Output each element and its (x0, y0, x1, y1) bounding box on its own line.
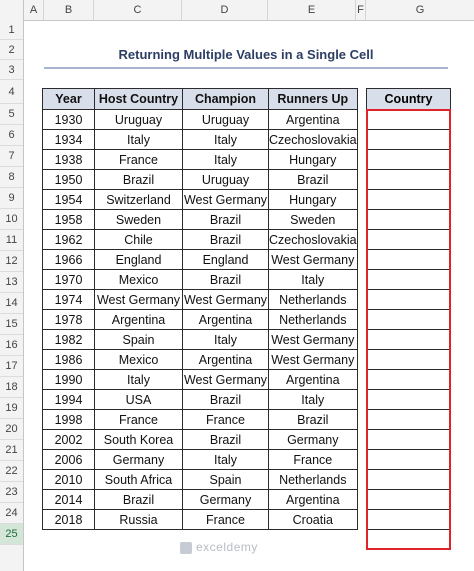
cell-year[interactable]: 1998 (43, 410, 95, 430)
cell-year[interactable]: 1962 (43, 230, 95, 250)
cell-host-country[interactable]: Germany (95, 450, 183, 470)
cell-country[interactable] (367, 130, 451, 150)
country-row (367, 110, 451, 130)
cell-country[interactable] (367, 390, 451, 410)
cell-champion[interactable]: Brazil (183, 390, 269, 410)
column-header-f[interactable]: F (356, 0, 366, 20)
cell-host-country[interactable]: South Africa (95, 470, 183, 490)
cell-year[interactable]: 1938 (43, 150, 95, 170)
column-header-c[interactable]: C (94, 0, 182, 20)
cell-champion[interactable]: Italy (183, 150, 269, 170)
exceldemy-logo-icon (180, 542, 192, 554)
cell-year[interactable]: 1930 (43, 110, 95, 130)
row-header-21[interactable]: 21 (0, 440, 23, 461)
title-underline (44, 67, 448, 69)
cell-host-country[interactable]: France (95, 410, 183, 430)
table-row (43, 270, 358, 290)
cell-host-country[interactable]: Italy (95, 130, 183, 150)
table-row (43, 350, 358, 370)
cell-runners-up[interactable]: Sweden (269, 210, 358, 230)
cell-host-country[interactable]: West Germany (95, 290, 183, 310)
header-country[interactable]: Country (367, 89, 451, 110)
table-row (43, 430, 358, 450)
table-row (43, 510, 358, 530)
cell-country[interactable] (367, 310, 451, 330)
row-header-1[interactable]: 1 (0, 20, 23, 40)
row-header-18[interactable]: 18 (0, 377, 23, 398)
cell-runners-up[interactable]: Brazil (269, 410, 358, 430)
country-row (367, 270, 451, 290)
table-row (43, 390, 358, 410)
country-row (367, 190, 451, 210)
cell-champion[interactable]: Uruguay (183, 170, 269, 190)
table-row (43, 290, 358, 310)
header-runners-up[interactable]: Runners Up (269, 89, 358, 110)
cell-runners-up[interactable]: Argentina (269, 490, 358, 510)
cell-year[interactable]: 1986 (43, 350, 95, 370)
cell-year[interactable]: 2018 (43, 510, 95, 530)
row-header-17[interactable]: 17 (0, 356, 23, 377)
cell-host-country[interactable]: Brazil (95, 490, 183, 510)
country-row (367, 230, 451, 250)
table-header-row (43, 89, 358, 110)
row-header-4[interactable]: 4 (0, 80, 23, 104)
country-row (367, 430, 451, 450)
country-row (367, 170, 451, 190)
cell-year[interactable]: 2014 (43, 490, 95, 510)
table-row (43, 110, 358, 130)
cell-country[interactable] (367, 510, 451, 530)
row-header-15[interactable]: 15 (0, 314, 23, 335)
cell-champion[interactable]: West Germany (183, 190, 269, 210)
cell-country[interactable] (367, 270, 451, 290)
country-row (367, 130, 451, 150)
row-header-23[interactable]: 23 (0, 482, 23, 503)
table-row (43, 130, 358, 150)
cell-host-country[interactable]: Uruguay (95, 110, 183, 130)
cell-host-country[interactable]: South Korea (95, 430, 183, 450)
watermark-text: exceldemy (196, 540, 258, 554)
table-row (43, 470, 358, 490)
row-header-2[interactable]: 2 (0, 40, 23, 60)
cell-country[interactable] (367, 350, 451, 370)
row-header-7[interactable]: 7 (0, 146, 23, 167)
row-header-bar (0, 20, 24, 571)
row-header-11[interactable]: 11 (0, 230, 23, 251)
cell-host-country[interactable]: Italy (95, 370, 183, 390)
cell-country[interactable] (367, 250, 451, 270)
cell-country[interactable] (367, 230, 451, 250)
row-header-6[interactable]: 6 (0, 125, 23, 146)
cell-champion[interactable]: West Germany (183, 370, 269, 390)
country-row (367, 330, 451, 350)
cell-champion[interactable]: Germany (183, 490, 269, 510)
column-header-b[interactable]: B (44, 0, 94, 20)
cell-host-country[interactable]: Spain (95, 330, 183, 350)
cell-runners-up[interactable]: Czechoslovakia (269, 130, 358, 150)
country-table (366, 88, 451, 530)
cell-host-country[interactable]: Argentina (95, 310, 183, 330)
cell-year[interactable]: 1974 (43, 290, 95, 310)
cell-champion[interactable]: France (183, 410, 269, 430)
cell-champion[interactable]: Italy (183, 330, 269, 350)
cell-runners-up[interactable]: Italy (269, 270, 358, 290)
cell-year[interactable]: 1978 (43, 310, 95, 330)
header-champion[interactable]: Champion (183, 89, 269, 110)
cell-year[interactable]: 1954 (43, 190, 95, 210)
cell-year[interactable]: 1982 (43, 330, 95, 350)
row-header-19[interactable]: 19 (0, 398, 23, 419)
cell-runners-up[interactable]: West Germany (269, 250, 358, 270)
header-year[interactable]: Year (43, 89, 95, 110)
country-row (367, 470, 451, 490)
cell-year[interactable]: 1958 (43, 210, 95, 230)
cell-host-country[interactable]: Switzerland (95, 190, 183, 210)
cell-year[interactable]: 1934 (43, 130, 95, 150)
column-header-bar (0, 0, 474, 21)
cell-country[interactable] (367, 490, 451, 510)
cell-host-country[interactable]: Sweden (95, 210, 183, 230)
cell-champion[interactable]: Brazil (183, 210, 269, 230)
cell-host-country[interactable]: England (95, 250, 183, 270)
cell-champion[interactable]: Italy (183, 450, 269, 470)
row-header-5[interactable]: 5 (0, 104, 23, 125)
column-header-a[interactable]: A (24, 0, 44, 20)
cell-champion[interactable]: Argentina (183, 350, 269, 370)
row-header-14[interactable]: 14 (0, 293, 23, 314)
cell-host-country[interactable]: Mexico (95, 350, 183, 370)
cell-year[interactable]: 2006 (43, 450, 95, 470)
table-row (43, 410, 358, 430)
cell-host-country[interactable]: Brazil (95, 170, 183, 190)
cell-host-country[interactable]: Mexico (95, 270, 183, 290)
table-row (43, 370, 358, 390)
country-row (367, 350, 451, 370)
country-row (367, 490, 451, 510)
table-row (43, 230, 358, 250)
header-host-country[interactable]: Host Country (95, 89, 183, 110)
cell-champion[interactable]: France (183, 510, 269, 530)
cell-country[interactable] (367, 450, 451, 470)
cell-champion[interactable]: Italy (183, 130, 269, 150)
cell-runners-up[interactable]: Czechoslovakia (269, 230, 358, 250)
cell-year[interactable]: 1990 (43, 370, 95, 390)
cell-runners-up[interactable]: Netherlands (269, 470, 358, 490)
table-row (43, 190, 358, 210)
row-header-20[interactable]: 20 (0, 419, 23, 440)
country-row (367, 410, 451, 430)
row-header-8[interactable]: 8 (0, 167, 23, 188)
cell-runners-up[interactable]: Brazil (269, 170, 358, 190)
cell-runners-up[interactable]: France (269, 450, 358, 470)
cell-runners-up[interactable]: Hungary (269, 190, 358, 210)
table-row (43, 150, 358, 170)
row-header-24[interactable]: 24 (0, 503, 23, 524)
cell-country[interactable] (367, 210, 451, 230)
cell-champion[interactable]: England (183, 250, 269, 270)
cell-country[interactable] (367, 370, 451, 390)
cell-country[interactable] (367, 430, 451, 450)
cell-runners-up[interactable]: Argentina (269, 110, 358, 130)
cell-runners-up[interactable]: Netherlands (269, 310, 358, 330)
cell-host-country[interactable]: France (95, 150, 183, 170)
cell-runners-up[interactable]: Croatia (269, 510, 358, 530)
cell-country[interactable] (367, 170, 451, 190)
country-row (367, 450, 451, 470)
table-row (43, 450, 358, 470)
cell-year[interactable]: 2002 (43, 430, 95, 450)
country-row (367, 370, 451, 390)
cell-year[interactable]: 2010 (43, 470, 95, 490)
column-header-g[interactable]: G (415, 4, 425, 16)
table-row (43, 210, 358, 230)
cell-champion[interactable]: Brazil (183, 230, 269, 250)
watermark (180, 540, 258, 554)
cell-host-country[interactable]: Russia (95, 510, 183, 530)
row-header-12[interactable]: 12 (0, 251, 23, 272)
country-row (367, 150, 451, 170)
cell-year[interactable]: 1994 (43, 390, 95, 410)
world-cup-table (42, 88, 358, 530)
row-header-13[interactable]: 13 (0, 272, 23, 293)
cell-country[interactable] (367, 110, 451, 130)
cell-host-country[interactable]: Chile (95, 230, 183, 250)
cell-country[interactable] (367, 290, 451, 310)
cell-champion[interactable]: Spain (183, 470, 269, 490)
row-header-16[interactable]: 16 (0, 335, 23, 356)
cell-runners-up[interactable]: Italy (269, 390, 358, 410)
cell-champion[interactable]: West Germany (183, 290, 269, 310)
select-all-corner[interactable] (0, 0, 24, 20)
cell-country[interactable] (367, 150, 451, 170)
sheet-title: Returning Multiple Values in a Single Cell (118, 47, 374, 62)
cell-host-country[interactable]: USA (95, 390, 183, 410)
cell-country[interactable] (367, 470, 451, 490)
cell-year[interactable]: 1966 (43, 250, 95, 270)
table-row (43, 310, 358, 330)
cell-runners-up[interactable]: West Germany (269, 330, 358, 350)
country-row (367, 290, 451, 310)
country-row (367, 510, 451, 530)
column-header-e[interactable]: E (268, 0, 356, 20)
cell-year[interactable]: 1950 (43, 170, 95, 190)
cell-champion[interactable]: Uruguay (183, 110, 269, 130)
cell-champion[interactable]: Argentina (183, 310, 269, 330)
cell-runners-up[interactable]: Argentina (269, 370, 358, 390)
cell-runners-up[interactable]: Hungary (269, 150, 358, 170)
row-header-3[interactable]: 3 (0, 60, 23, 80)
cell-country[interactable] (367, 190, 451, 210)
table-row (43, 170, 358, 190)
row-header-10[interactable]: 10 (0, 209, 23, 230)
country-row (367, 310, 451, 330)
row-header-25[interactable]: 25 (0, 524, 23, 545)
table-row (43, 250, 358, 270)
cell-country[interactable] (367, 410, 451, 430)
country-row (367, 210, 451, 230)
cell-runners-up[interactable]: Netherlands (269, 290, 358, 310)
country-row (367, 390, 451, 410)
row-header-9[interactable]: 9 (0, 188, 23, 209)
country-row (367, 250, 451, 270)
table-row (43, 490, 358, 510)
table-row (43, 330, 358, 350)
cell-champion[interactable]: Brazil (183, 430, 269, 450)
cell-runners-up[interactable]: Germany (269, 430, 358, 450)
cell-champion[interactable]: Brazil (183, 270, 269, 290)
row-header-22[interactable]: 22 (0, 461, 23, 482)
cell-country[interactable] (367, 330, 451, 350)
cell-year[interactable]: 1970 (43, 270, 95, 290)
cell-runners-up[interactable]: West Germany (269, 350, 358, 370)
column-header-d[interactable]: D (182, 0, 268, 20)
